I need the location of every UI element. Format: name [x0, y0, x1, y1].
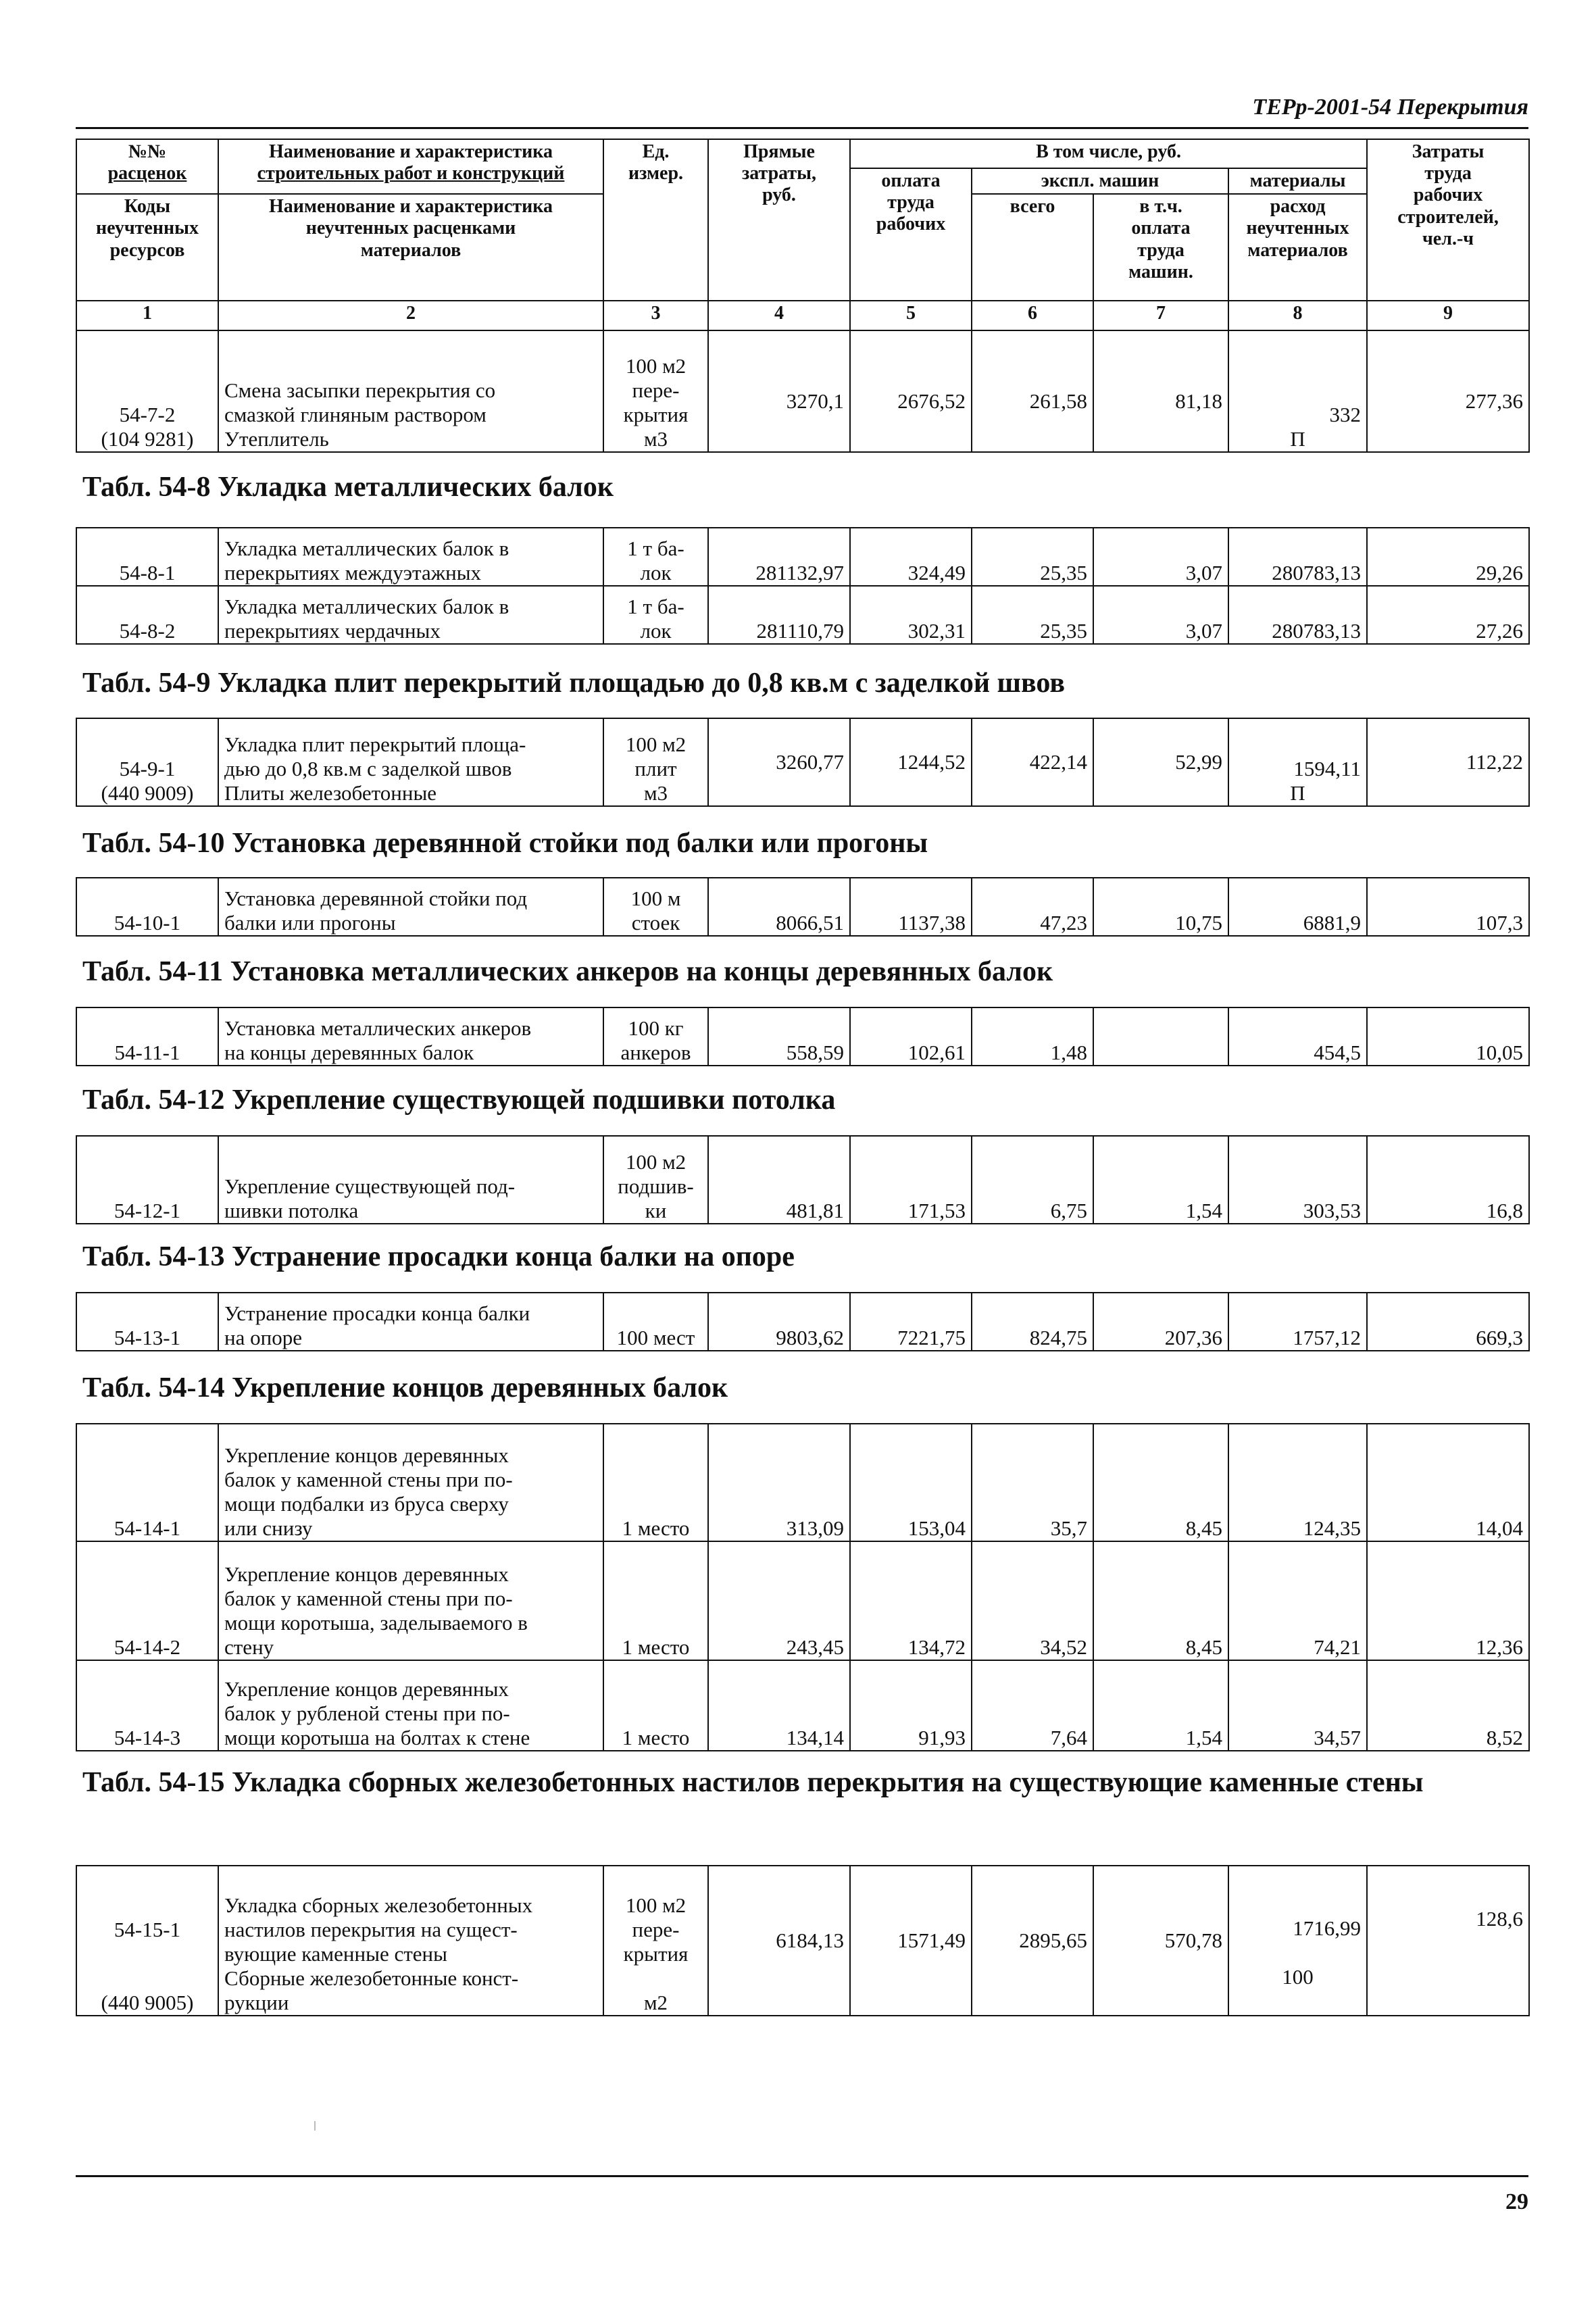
table-row: [76, 1136, 1529, 1224]
row-direct-cell: 6184,13: [708, 1866, 850, 2016]
table-row: [76, 878, 1529, 936]
col-number: 5: [850, 301, 972, 330]
table-row: [76, 586, 1529, 644]
col-number: 4: [708, 301, 850, 330]
row-machine-labor-cell: 1,54: [1093, 1660, 1228, 1751]
header-rule: [76, 127, 1528, 129]
row-materials-cell: 303,53: [1228, 1136, 1367, 1224]
section-title-54-14: Табл. 54-14 Укрепление концов деревянных балок: [82, 1372, 728, 1403]
scan-speck: [314, 2121, 316, 2131]
row-labor-cell: 102,61: [850, 1007, 972, 1066]
col-header-code: №№ расценок: [76, 139, 218, 194]
row-machines-cell: 7,64: [972, 1660, 1093, 1751]
row-materials-cell: 1716,99 100: [1228, 1866, 1367, 2016]
col-header-unaccounted-materials: расход неучтенных материалов: [1228, 194, 1367, 301]
section-table-54-13: [76, 1292, 1530, 1351]
row-direct-cell: 558,59: [708, 1007, 850, 1066]
row-machines-cell: 34,52: [972, 1541, 1093, 1660]
row-unit-cell: 1 место: [603, 1660, 708, 1751]
section-title-54-13: Табл. 54-13 Устранение просадки конца балки на опоре: [82, 1241, 795, 1272]
row-machines-cell: 2895,65: [972, 1866, 1093, 2016]
row-code-cell: 54-14-1: [76, 1424, 218, 1541]
row-machine-labor-cell: 8,45: [1093, 1424, 1228, 1541]
row-materials-cell: 6881,9: [1228, 878, 1367, 936]
row-unit-cell: 100 кг анкеров: [603, 1007, 708, 1066]
col-number: 7: [1093, 301, 1228, 330]
rates-table-main: [76, 139, 1530, 453]
row-materials-cell: 332 П: [1228, 330, 1367, 452]
col-number: 2: [218, 301, 603, 330]
section-title-54-9: Табл. 54-9 Укладка плит перекрытий площадью до 0,8 кв.м с заделкой швов: [82, 668, 1066, 699]
row-name-cell: Укрепление концов деревянных балок у каменной стены при по- мощи подбалки из бруса сверху или снизу: [218, 1424, 603, 1541]
row-materials-cell: 454,5: [1228, 1007, 1367, 1066]
row-unit-cell: 1 т ба- лок: [603, 586, 708, 644]
row-name-cell: Укрепление концов деревянных балок у рубленой стены при по- мощи коротыша на болтах к стене: [218, 1660, 603, 1751]
row-direct-cell: 3260,77: [708, 718, 850, 806]
row-materials-cell: 280783,13: [1228, 528, 1367, 586]
row-unit-cell: 100 м2 пере- крытия м3: [603, 330, 708, 452]
row-unit-cell: 1 место: [603, 1541, 708, 1660]
row-name-cell: Установка металлических анкеров на концы деревянных балок: [218, 1007, 603, 1066]
section-title-54-12: Табл. 54-12 Укрепление существующей подшивки потолка: [82, 1085, 836, 1116]
row-machine-labor-cell: 207,36: [1093, 1293, 1228, 1351]
row-machines-cell: 824,75: [972, 1293, 1093, 1351]
row-code-cell: 54-14-3: [76, 1660, 218, 1751]
col-number: 6: [972, 301, 1093, 330]
row-hours-cell: 8,52: [1367, 1660, 1529, 1751]
row-name-cell: Устранение просадки конца балки на опоре: [218, 1293, 603, 1351]
row-machine-labor-cell: 1,54: [1093, 1136, 1228, 1224]
row-labor-cell: 302,31: [850, 586, 972, 644]
row-machine-labor-cell: 3,07: [1093, 528, 1228, 586]
row-code-cell: 54-13-1: [76, 1293, 218, 1351]
table-row: [76, 1866, 1529, 2016]
row-code-cell: 54-9-1 (440 9009): [76, 718, 218, 806]
section-title-54-15: Табл. 54-15 Укладка сборных железобетонных настилов перекрытия на существующие каменные стены: [82, 1767, 1424, 1798]
table-row: [76, 1424, 1529, 1541]
row-direct-cell: 243,45: [708, 1541, 850, 1660]
row-direct-cell: 9803,62: [708, 1293, 850, 1351]
row-machines-cell: 1,48: [972, 1007, 1093, 1066]
row-unit-cell: 1 место: [603, 1424, 708, 1541]
page-number: 29: [1505, 2189, 1528, 2214]
row-code-cell: 54-10-1: [76, 878, 218, 936]
col-number: 8: [1228, 301, 1367, 330]
col-header-name: Наименование и характеристика строительных работ и конструкций: [218, 139, 603, 194]
row-code-cell: 54-11-1: [76, 1007, 218, 1066]
row-name-cell: Смена засыпки перекрытия со смазкой глиняным раствором Утеплитель: [218, 330, 603, 452]
row-direct-cell: 3270,1: [708, 330, 850, 452]
row-machines-cell: 6,75: [972, 1136, 1093, 1224]
document-header: ТЕРр-2001-54 Перекрытия: [1252, 95, 1528, 120]
table-row: [76, 1293, 1529, 1351]
row-machine-labor-cell: 3,07: [1093, 586, 1228, 644]
col-header-including: В том числе, руб.: [850, 139, 1367, 168]
row-unit-cell: 100 м2 пере- крытия м2: [603, 1866, 708, 2016]
row-labor-cell: 7221,75: [850, 1293, 972, 1351]
row-code-cell: 54-12-1: [76, 1136, 218, 1224]
col-header-resource-codes: Коды неучтенных ресурсов: [76, 194, 218, 301]
row-hours-cell: 10,05: [1367, 1007, 1529, 1066]
row-unit-cell: 1 т ба- лок: [603, 528, 708, 586]
row-code-cell: 54-14-2: [76, 1541, 218, 1660]
row-machines-cell: 35,7: [972, 1424, 1093, 1541]
section-table-54-9: [76, 718, 1530, 807]
row-labor-cell: 1571,49: [850, 1866, 972, 2016]
row-hours-cell: 14,04: [1367, 1424, 1529, 1541]
row-labor-cell: 134,72: [850, 1541, 972, 1660]
row-hours-cell: 29,26: [1367, 528, 1529, 586]
col-header-labor-pay: оплата труда рабочих: [850, 168, 972, 301]
row-direct-cell: 134,14: [708, 1660, 850, 1751]
row-name-cell: Укладка сборных железобетонных настилов перекрытия на сущест- вующие каменные стены Сборные железобетонные конст- рукции: [218, 1866, 603, 2016]
row-name-cell: Укладка плит перекрытий площа- дью до 0,8 кв.м с заделкой швов Плиты железобетонные: [218, 718, 603, 806]
col-header-direct-costs: Прямые затраты, руб.: [708, 139, 850, 301]
col-header-materials: материалы: [1228, 168, 1367, 194]
table-row: [76, 718, 1529, 806]
row-hours-cell: 27,26: [1367, 586, 1529, 644]
row-labor-cell: 324,49: [850, 528, 972, 586]
footer-rule: [76, 2175, 1528, 2177]
col-header-unit: Ед. измер.: [603, 139, 708, 301]
row-machine-labor-cell: 52,99: [1093, 718, 1228, 806]
col-header-machines: экспл. машин: [972, 168, 1228, 194]
row-machines-cell: 261,58: [972, 330, 1093, 452]
section-title-54-11: Табл. 54-11 Установка металлических анкеров на концы деревянных балок: [82, 956, 1053, 987]
row-machine-labor-cell: 570,78: [1093, 1866, 1228, 2016]
row-name-cell: Укрепление концов деревянных балок у каменной стены при по- мощи коротыша, заделываемого в стену: [218, 1541, 603, 1660]
row-materials-cell: 280783,13: [1228, 586, 1367, 644]
row-code-cell: 54-15-1 (440 9005): [76, 1866, 218, 2016]
section-table-54-11: [76, 1007, 1530, 1066]
table-row: [76, 330, 1529, 452]
row-name-cell: Укрепление существующей под- шивки потолка: [218, 1136, 603, 1224]
row-unit-cell: 100 мест: [603, 1293, 708, 1351]
row-unit-cell: 100 м2 плит м3: [603, 718, 708, 806]
row-direct-cell: 8066,51: [708, 878, 850, 936]
row-materials-cell: 124,35: [1228, 1424, 1367, 1541]
row-unit-cell: 100 м2 подшив- ки: [603, 1136, 708, 1224]
row-direct-cell: 281110,79: [708, 586, 850, 644]
col-header-labor-hours: Затраты труда рабочих строителей, чел.-ч: [1367, 139, 1529, 301]
row-labor-cell: 153,04: [850, 1424, 972, 1541]
row-labor-cell: 91,93: [850, 1660, 972, 1751]
row-hours-cell: 112,22: [1367, 718, 1529, 806]
section-table-54-14: [76, 1423, 1530, 1751]
row-direct-cell: 313,09: [708, 1424, 850, 1541]
col-header-material-names: Наименование и характеристика неучтенных расценками материалов: [218, 194, 603, 301]
row-direct-cell: 281132,97: [708, 528, 850, 586]
row-machines-cell: 47,23: [972, 878, 1093, 936]
row-hours-cell: 16,8: [1367, 1136, 1529, 1224]
row-machine-labor-cell: 8,45: [1093, 1541, 1228, 1660]
row-name-cell: Укладка металлических балок в перекрытиях междуэтажных: [218, 528, 603, 586]
row-materials-cell: 34,57: [1228, 1660, 1367, 1751]
table-row: [76, 1660, 1529, 1751]
row-labor-cell: 1244,52: [850, 718, 972, 806]
col-header-machines-total: всего: [972, 194, 1093, 301]
row-code-cell: 54-8-1: [76, 528, 218, 586]
row-materials-cell: 1757,12: [1228, 1293, 1367, 1351]
row-hours-cell: 277,36: [1367, 330, 1529, 452]
section-title-54-10: Табл. 54-10 Установка деревянной стойки под балки или прогоны: [82, 828, 928, 859]
row-labor-cell: 1137,38: [850, 878, 972, 936]
row-machine-labor-cell: [1093, 1007, 1228, 1066]
row-code-cell: 54-8-2: [76, 586, 218, 644]
row-hours-cell: 107,3: [1367, 878, 1529, 936]
row-machines-cell: 25,35: [972, 586, 1093, 644]
row-materials-cell: 74,21: [1228, 1541, 1367, 1660]
section-table-54-10: [76, 877, 1530, 937]
row-hours-cell: 128,6: [1367, 1866, 1529, 2016]
table-row: [76, 1007, 1529, 1066]
table-row: [76, 1541, 1529, 1660]
row-labor-cell: 2676,52: [850, 330, 972, 452]
row-machine-labor-cell: 81,18: [1093, 330, 1228, 452]
col-number: 1: [76, 301, 218, 330]
row-direct-cell: 481,81: [708, 1136, 850, 1224]
row-code-cell: 54-7-2 (104 9281): [76, 330, 218, 452]
row-hours-cell: 669,3: [1367, 1293, 1529, 1351]
row-materials-cell: 1594,11 П: [1228, 718, 1367, 806]
row-name-cell: Укладка металлических балок в перекрытиях чердачных: [218, 586, 603, 644]
row-machines-cell: 422,14: [972, 718, 1093, 806]
row-machine-labor-cell: 10,75: [1093, 878, 1228, 936]
table-row: [76, 528, 1529, 586]
section-table-54-15: [76, 1865, 1530, 2016]
row-name-cell: Установка деревянной стойки под балки или прогоны: [218, 878, 603, 936]
row-machines-cell: 25,35: [972, 528, 1093, 586]
col-number: 9: [1367, 301, 1529, 330]
section-table-54-12: [76, 1135, 1530, 1224]
section-title-54-8: Табл. 54-8 Укладка металлических балок: [82, 472, 614, 503]
row-labor-cell: 171,53: [850, 1136, 972, 1224]
row-unit-cell: 100 м стоек: [603, 878, 708, 936]
row-hours-cell: 12,36: [1367, 1541, 1529, 1660]
col-number: 3: [603, 301, 708, 330]
section-table-54-8: [76, 527, 1530, 645]
col-header-machine-labor: в т.ч. оплата труда машин.: [1093, 194, 1228, 301]
